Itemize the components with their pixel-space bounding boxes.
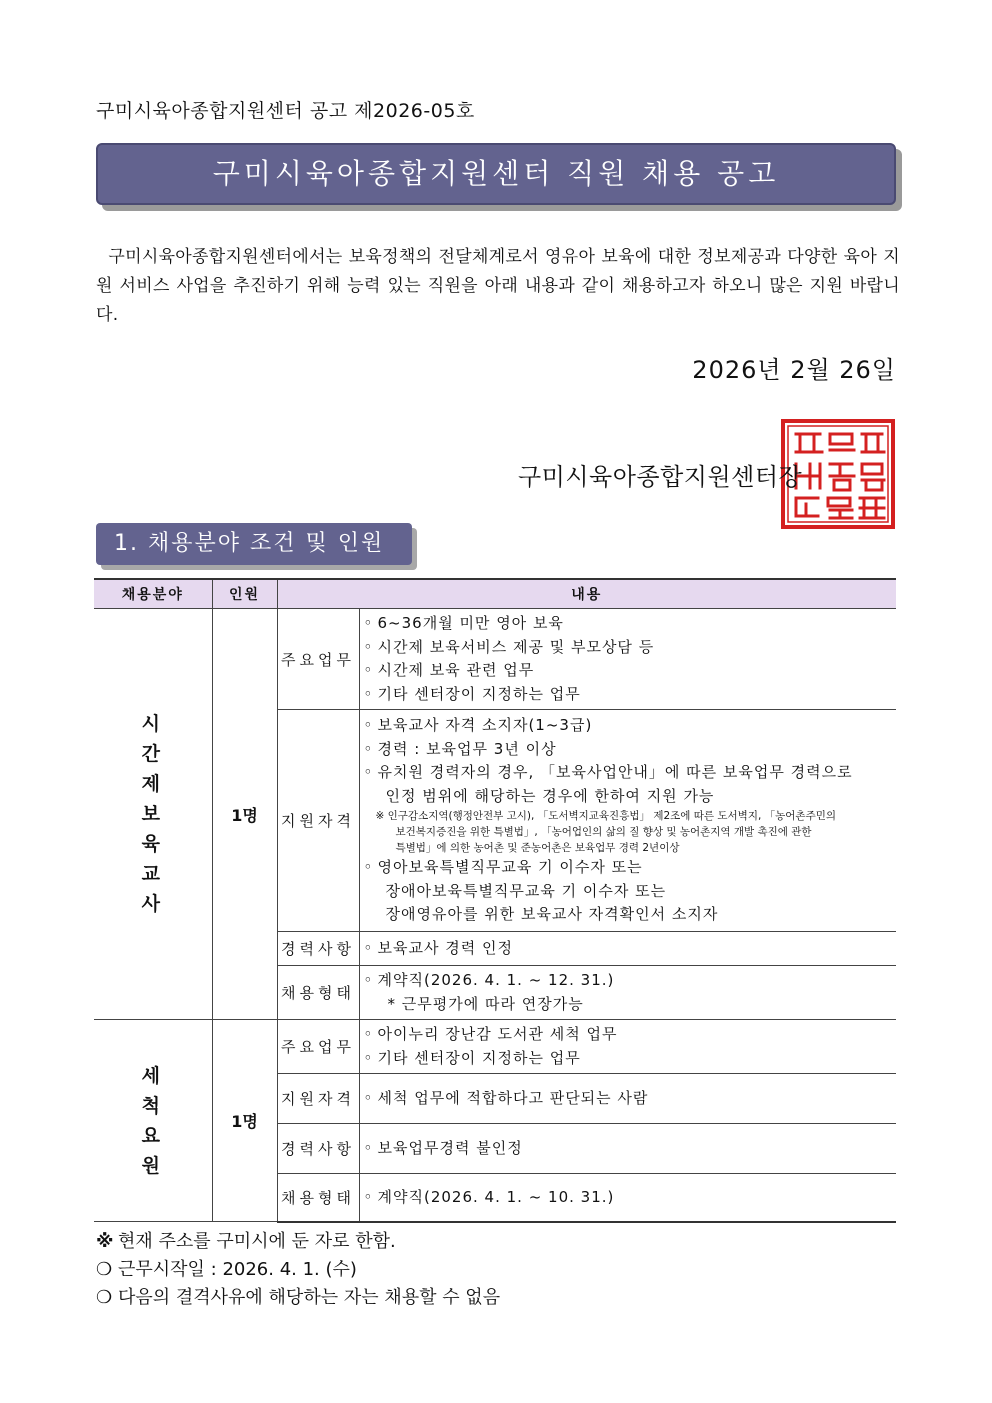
section-header [96, 523, 412, 565]
circle-bullet-icon: ❍ [96, 1259, 113, 1280]
signer-name: 구미시육아종합지원센터장 [518, 463, 803, 491]
item-label: 지원자격 [277, 710, 359, 932]
item-label: 주요업무 [277, 609, 359, 710]
footer-notes [96, 1228, 500, 1312]
footer-text: 다음의 결격사유에 해당하는 자는 채용할 수 없음 [118, 1287, 501, 1308]
field-line: 시 간 제 [141, 713, 182, 795]
header-count: 인원 [212, 579, 277, 609]
item-label: 경력사항 [277, 932, 359, 966]
list-item-cont: 장애영유아를 위한 보육교사 자격확인서 소지자 [385, 905, 719, 924]
item-label: 지원자격 [277, 1074, 359, 1124]
recruitment-table [94, 578, 896, 1223]
header-field: 채용분야 [94, 579, 212, 609]
list-item: ◦ 유치원 경력자의 경우, 「보육사업안내」에 따른 보육업무 경력으로 [363, 763, 853, 782]
table-row [94, 1020, 896, 1074]
footer-text: 현재 주소를 구미시에 둔 자로 한함. [118, 1231, 396, 1252]
item-content [359, 1074, 896, 1124]
section-title: 1. 채용분야 조건 및 인원 [96, 523, 412, 565]
item-content [359, 710, 896, 932]
list-item-cont: 인정 범위에 해당하는 경우에 한하여 지원 가능 [385, 786, 715, 805]
title-banner [96, 143, 896, 205]
item-label: 채용형태 [277, 966, 359, 1020]
count-cell: 1명 [212, 1020, 277, 1222]
count-cell: 1명 [212, 609, 277, 1020]
list-item: ◦ 기타 센터장이 지정하는 업무 [363, 1048, 581, 1067]
table-header-row [94, 579, 896, 609]
item-label: 주요업무 [277, 1020, 359, 1074]
field-cell [94, 609, 212, 1020]
footer-item [96, 1228, 500, 1256]
list-item: ◦ 보육교사 경력 인정 [363, 938, 513, 957]
list-item-cont: 장애아보육특별직무교육 기 이수자 또는 [385, 881, 667, 900]
footer-item [96, 1256, 500, 1284]
item-content [359, 1174, 896, 1222]
list-item: ◦ 기타 센터장이 지정하는 업무 [363, 684, 581, 703]
item-content [359, 609, 896, 710]
list-item: ◦ 계약직(2026. 4. 1. ~ 12. 31.) [363, 971, 615, 989]
reference-mark-icon: ※ [96, 1231, 114, 1252]
list-item: ◦ 6~36개월 미만 영아 보육 [363, 614, 564, 632]
intro-paragraph [96, 243, 900, 330]
list-item: ◦ 시간제 보육 관련 업무 [363, 661, 535, 679]
notice-date: 2026년 2월 26일 [692, 356, 896, 384]
item-content [359, 932, 896, 966]
list-item: ◦ 아이누리 장난감 도서관 세척 업무 [363, 1025, 618, 1043]
item-content [359, 1020, 896, 1074]
item-label: 경력사항 [277, 1124, 359, 1174]
list-item: ◦ 세척 업무에 적합하다고 판단되는 사람 [363, 1088, 649, 1107]
footnote-line: 보건복지증진을 위한 특별법」, 「농어업인의 삶의 질 향상 및 농어촌지역 개발 촉진에 관한 [395, 826, 812, 839]
item-content [359, 966, 896, 1020]
page-title: 구미시육아종합지원센터 직원 채용 공고 [96, 143, 896, 205]
notice-number: 구미시육아종합지원센터 공고 제2026-05호 [96, 100, 475, 122]
intro-text: 구미시육아종합지원센터에서는 보육정책의 전달체계로서 영유아 보육에 대한 정보제공과 다양한 육아 지원 서비스 사업을 추진하기 위해 능력 있는 직원을 아래 내용과 같이 채용하고자 하오니 많은 지원 바랍니다. [96, 247, 900, 325]
list-item-cont: * 근무평가에 따라 연장가능 [387, 994, 584, 1013]
list-item: ◦ 보육업무경력 불인정 [363, 1138, 523, 1157]
list-item: ◦ 보육교사 자격 소지자(1~3급) [363, 716, 593, 735]
field-line: 보 육 교 사 [141, 803, 182, 915]
footnote-line: ※ 인구감소지역(행정안전부 고시), 「도서벽지교육진흥법」 제2조에 따른 도서벽지, 「농어촌주민의 [375, 810, 836, 823]
table-row [94, 609, 896, 710]
list-item: ◦ 계약직(2026. 4. 1. ~ 10. 31.) [363, 1187, 615, 1206]
circle-bullet-icon: ❍ [96, 1287, 113, 1308]
footer-text: 근무시작일 : 2026. 4. 1. (수) [118, 1259, 357, 1280]
item-content [359, 1124, 896, 1174]
field-line: 세 척 요 원 [141, 1064, 182, 1177]
list-item: ◦ 경력 : 보육업무 3년 이상 [363, 739, 557, 758]
footnote-line: 특별법」에 의한 농어촌 및 준농어촌은 보육업무 경력 2년이상 [395, 842, 680, 855]
header-content: 내용 [277, 579, 896, 609]
list-item: ◦ 영아보육특별직무교육 기 이수자 또는 [363, 858, 643, 877]
list-item: ◦ 시간제 보육서비스 제공 및 부모상담 등 [363, 637, 655, 656]
footnote [364, 808, 891, 856]
item-label: 채용형태 [277, 1174, 359, 1222]
footer-item [96, 1284, 500, 1312]
field-cell [94, 1020, 212, 1222]
